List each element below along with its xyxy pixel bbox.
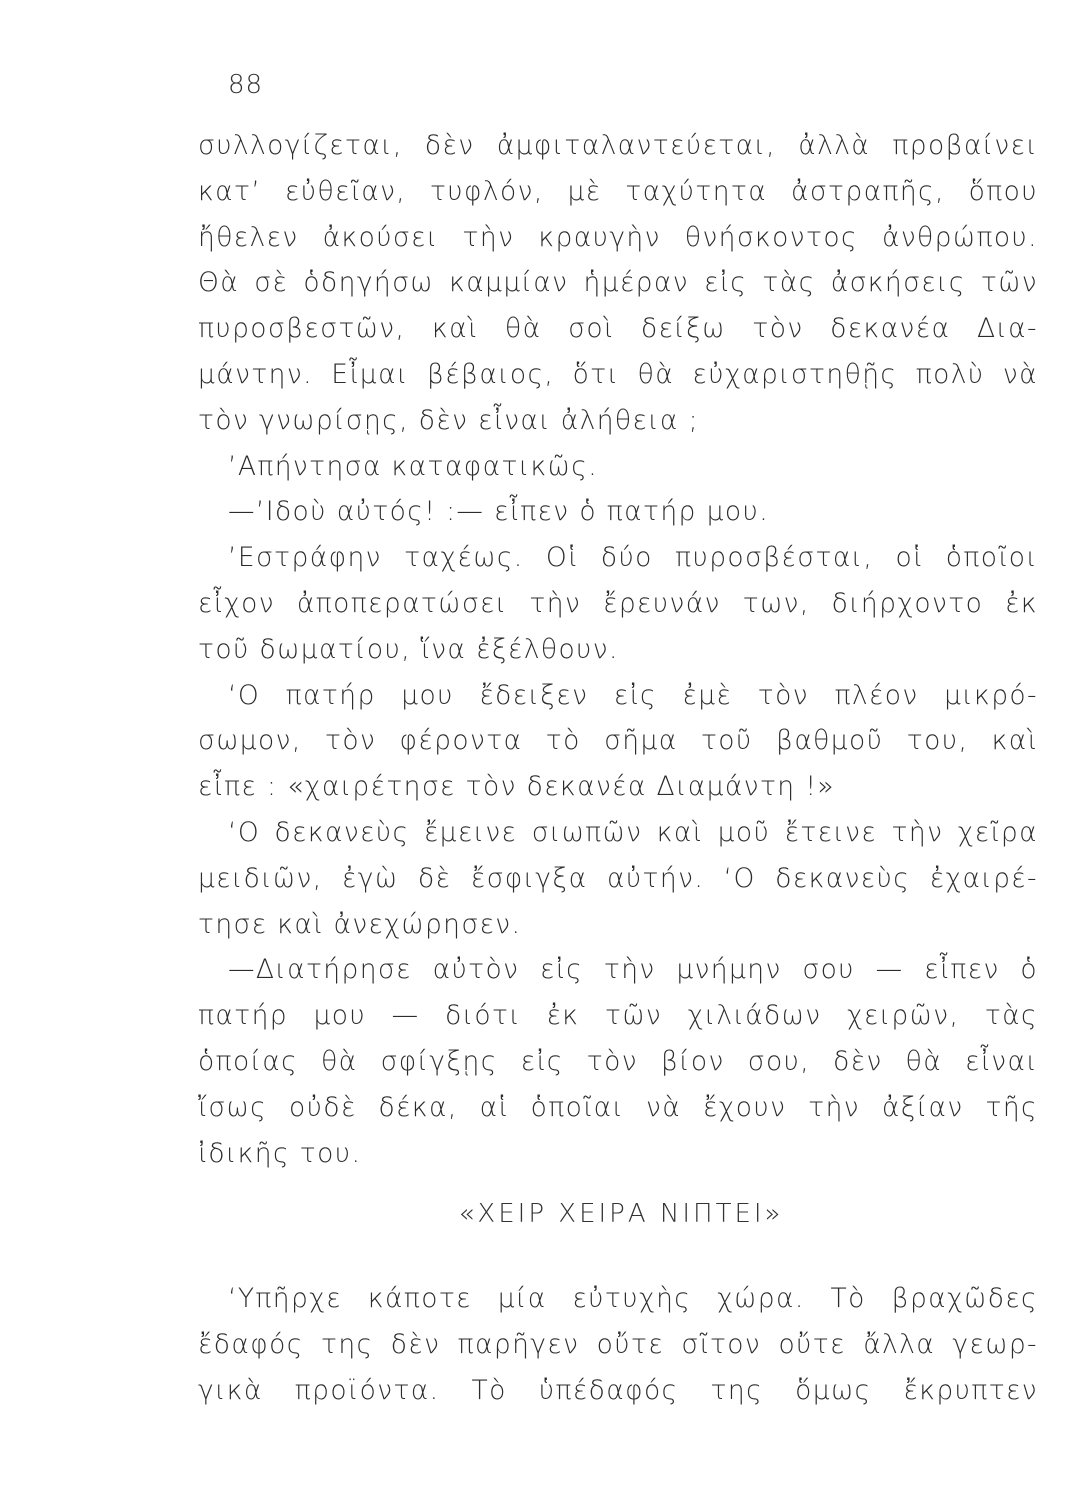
text-line: εἶπε : «χαιρέτησε τὸν δεκανέα Διαμάντη !» bbox=[198, 771, 835, 803]
text-line: ἤθελεν ἀκούσει τὴν κραυγὴν θνήσκοντος ἀνθρώπου. bbox=[198, 221, 1038, 253]
text-line: —’Ιδοὺ αὐτός! :— εἶπεν ὁ πατήρ μου. bbox=[228, 496, 770, 528]
main-text-block bbox=[198, 123, 1038, 1176]
section-title: «ΧΕΙΡ ΧΕΙΡΑ ΝΙΠΤΕΙ» bbox=[458, 1199, 784, 1229]
text-line: γικὰ προϊόντα. Τὸ ὑπέδαφός της ὅμως ἔκρυπτεν bbox=[198, 1374, 1038, 1406]
text-line: συλλογίζεται, δὲν ἀμφιταλαντεύεται, ἀλλὰ προβαίνει bbox=[198, 130, 1038, 161]
text-line: ὁποίας θὰ σφίγξῃς εἰς τὸν βίον σου, δὲν θὰ εἶναι bbox=[198, 1045, 1038, 1077]
text-line: τὸν γνωρίσῃς, δὲν εἶναι ἀλήθεια ; bbox=[198, 404, 699, 436]
text-line: πατήρ μου — διότι ἐκ τῶν χιλιάδων χειρῶν, τὰς bbox=[198, 1000, 1038, 1032]
text-line: τησε καὶ ἀνεχώρησεν. bbox=[198, 908, 522, 940]
text-line: ‘Ο δεκανεὺς ἔμεινε σιωπῶν καὶ μοῦ ἔτεινε τὴν χεῖρα bbox=[228, 816, 1038, 848]
text-line: εἶχον ἀποπερατώσει τὴν ἔρευνάν των, διήρχοντο ἐκ bbox=[198, 587, 1038, 619]
text-line: Θὰ σὲ ὁδηγήσω καμμίαν ἡμέραν εἰς τὰς ἀσκήσεις τῶν bbox=[198, 267, 1038, 299]
section-text-block bbox=[198, 1276, 1038, 1413]
text-line: σωμον, τὸν φέροντα τὸ σῆμα τοῦ βαθμοῦ του, καὶ bbox=[198, 725, 1038, 757]
text-line: ἴσως οὐδὲ δέκα, αἱ ὁποῖαι νὰ ἔχουν τὴν ἀξίαν τῆς bbox=[198, 1091, 1038, 1123]
text-line: πυροσβεστῶν, καὶ θὰ σοὶ δείξω τὸν δεκανέα Δια- bbox=[198, 313, 1038, 345]
text-line: τοῦ δωματίου, ἵνα ἐξέλθουν. bbox=[198, 633, 619, 665]
text-line: μάντην. Εἶμαι βέβαιος, ὅτι θὰ εὐχαριστηθῇς πολὺ νὰ bbox=[198, 358, 1038, 390]
text-line: ‘Υπῆρχε κάποτε μία εὐτυχὴς χώρα. Τὸ βραχῶδες bbox=[228, 1283, 1038, 1314]
text-line: μειδιῶν, ἐγὼ δὲ ἔσφιγξα αὐτήν. ‘Ο δεκανεὺς ἐχαιρέ- bbox=[198, 862, 1038, 894]
text-line: ἰδικῆς του. bbox=[198, 1137, 362, 1169]
text-line: κατ’ εὐθεῖαν, τυφλόν, μὲ ταχύτητα ἀστραπῆς, ὅπου bbox=[198, 175, 1038, 207]
text-line: ’Απήντησα καταφατικῶς. bbox=[228, 450, 599, 482]
page-number: 88 bbox=[228, 70, 264, 100]
text-line: ἔδαφός της δὲν παρῆγεν οὔτε σῖτον οὔτε ἄλλα γεωρ- bbox=[198, 1328, 1038, 1360]
text-line: ’Εστράφην ταχέως. Οἱ δύο πυροσβέσται, οἱ ὁποῖοι bbox=[228, 542, 1038, 574]
text-line: —Διατήρησε αὐτὸν εἰς τὴν μνήμην σου — εἶπεν ὁ bbox=[228, 954, 1038, 986]
text-line: ‘Ο πατήρ μου ἔδειξεν εἰς ἐμὲ τὸν πλέον μικρό- bbox=[228, 679, 1038, 711]
